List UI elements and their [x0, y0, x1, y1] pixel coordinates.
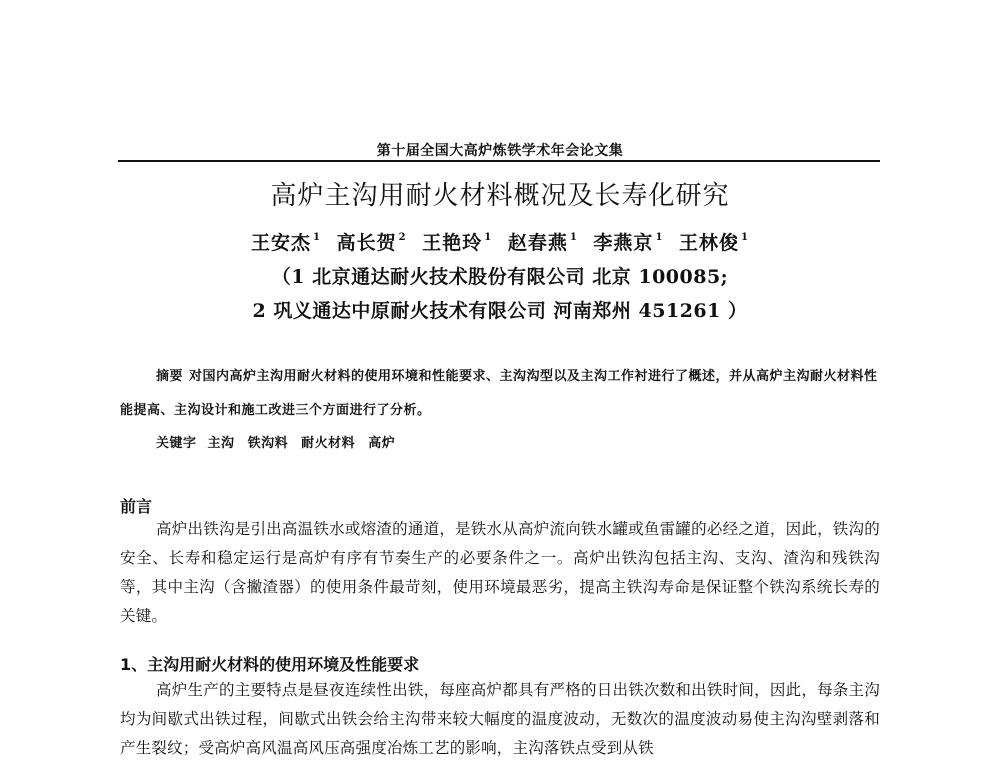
author — [593, 228, 663, 255]
section-heading-preface: 前言 — [120, 497, 153, 516]
abstract — [120, 360, 880, 428]
keyword: 高炉 — [368, 436, 396, 451]
author-name: 赵春燕 — [507, 232, 568, 254]
author-name: 高长贺 — [336, 232, 397, 254]
section-heading-1: 1、主沟用耐火材料的使用环境及性能要求 — [120, 655, 420, 674]
author — [508, 228, 578, 255]
body-paragraph-preface: 高炉出铁沟是引出高温铁水或熔渣的通道，是铁水从高炉流向铁水罐或鱼雷罐的必经之道，因此，铁沟的安全、长寿和稳定运行是高炉有序有节奏生产的必要条件之一。高炉出铁沟包括主沟、支沟、渣沟和残铁沟等，其中主沟（含撇渣器）的使用条件最苛刻，使用环境最恶劣，提高主铁沟寿命是保证整个铁沟系统长寿的关键。 — [120, 520, 880, 625]
paper-title: 高炉主沟用耐火材料概况及长寿化研究 — [270, 181, 730, 211]
author — [679, 228, 749, 255]
keywords-label: 关键字 — [156, 436, 197, 451]
author-affiliation-mark: 1 — [655, 232, 664, 243]
author-name: 王艳玲 — [422, 232, 483, 254]
author-affiliation-mark: 1 — [569, 232, 578, 243]
author-affiliation-mark: 1 — [741, 232, 750, 243]
author-name: 王林俊 — [679, 232, 740, 254]
affiliation-line-1: （1 北京通达耐火技术股份有限公司 北京 100085; — [271, 266, 729, 288]
abstract-label: 摘要 — [156, 369, 184, 384]
running-head: 第十届全国大高炉炼铁学术年会论文集 — [376, 143, 624, 159]
author-affiliation-mark: 1 — [313, 232, 321, 243]
author — [251, 228, 321, 255]
keyword: 主沟 — [207, 436, 235, 451]
author-name: 王安杰 — [250, 232, 311, 254]
author — [337, 228, 407, 255]
author — [422, 228, 492, 255]
abstract-text: 对国内高炉主沟用耐火材料的使用环境和性能要求、主沟沟型以及主沟工作衬进行了概述，并从高炉主沟耐火材料性能提高、主沟设计和施工改进三个方面进行了分析。 — [120, 369, 878, 418]
keyword: 铁沟料 — [247, 436, 289, 451]
author-name: 李燕京 — [593, 232, 654, 254]
body-paragraph-1: 高炉生产的主要特点是昼夜连续性出铁，每座高炉都具有严格的日出铁次数和出铁时间，因此，每条主沟均为间歇式出铁过程，间歇式出铁会给主沟带来较大幅度的温度波动，无数次的温度波动易使主沟沟壁剥落和产生裂纹；受高炉高风温高风压高强度冶炼工艺的影响，主沟落铁点受到从铁 — [120, 681, 880, 757]
header-rule — [118, 160, 880, 162]
keyword: 耐火材料 — [301, 436, 356, 451]
author-affiliation-mark: 2 — [398, 232, 407, 243]
author-list — [120, 228, 880, 255]
keywords — [156, 432, 876, 451]
author-affiliation-mark: 1 — [484, 232, 493, 243]
affiliation-line-2: 2 巩义通达中原耐火技术有限公司 河南郑州 451261 ） — [252, 300, 748, 322]
